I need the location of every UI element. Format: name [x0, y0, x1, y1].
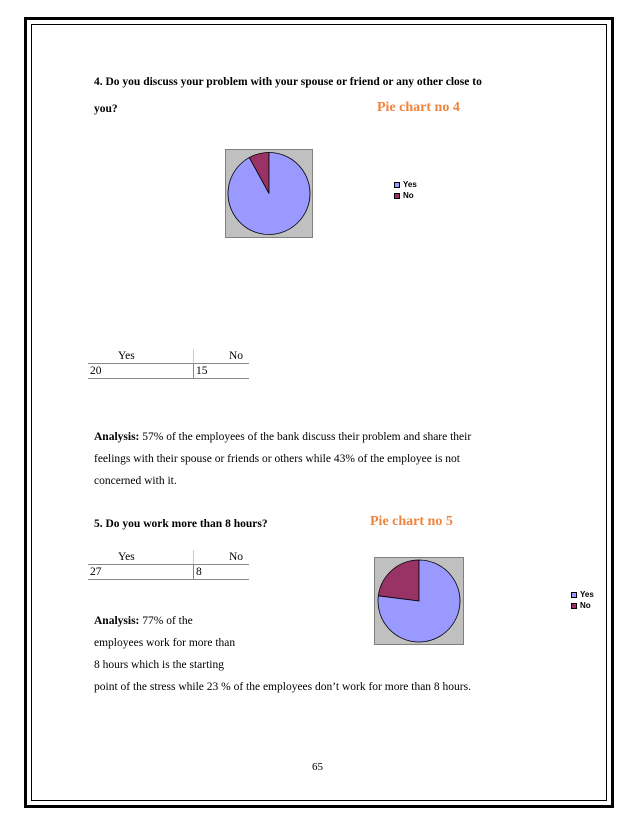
table-header-no: No: [194, 349, 250, 364]
q5-analysis-text-1: 77% of the: [139, 615, 193, 627]
table-header-yes: Yes: [88, 349, 194, 364]
legend-label-yes: Yes: [580, 590, 594, 599]
pie-chart-5-title: Pie chart no 5: [370, 514, 453, 529]
q4-analysis-line-3: concerned with it.: [94, 475, 177, 487]
table-header-yes: Yes: [88, 550, 194, 565]
question-4-line-2: you?: [94, 103, 118, 115]
legend-label-no: No: [580, 601, 591, 610]
q4-data-table: [88, 349, 249, 379]
legend-swatch-no: [394, 193, 400, 199]
q5-analysis-label: Analysis:: [94, 615, 140, 627]
legend-swatch-yes: [571, 592, 577, 598]
legend-swatch-no: [571, 603, 577, 609]
legend-item-no: [571, 600, 594, 611]
legend-label-yes: Yes: [403, 180, 417, 189]
table-cell-no: 8: [194, 565, 250, 580]
q5-analysis-line-3: 8 hours which is the starting: [94, 659, 224, 671]
q4-analysis-line-2: feelings with their spouse or friends or others while 43% of the employee is not: [94, 453, 461, 465]
pie-chart-4-legend: [394, 179, 417, 201]
table-cell-yes: 27: [88, 565, 194, 580]
q5-analysis-line-1: [94, 610, 564, 632]
table-row: [88, 364, 249, 379]
q4-analysis-label: Analysis:: [94, 431, 140, 443]
legend-label-no: No: [403, 191, 414, 200]
q4-analysis-line-1: [94, 426, 554, 448]
legend-item-no: [394, 190, 417, 201]
q5-data-table: [88, 550, 249, 580]
q5-analysis-line-2: employees work for more than: [94, 637, 236, 649]
q5-analysis: [94, 610, 564, 698]
q5-analysis-line-4: point of the stress while 23 % of the employees don’t work for more than 8 hours.: [94, 681, 471, 693]
question-5: 5. Do you work more than 8 hours?: [94, 518, 268, 530]
pie-chart-4-slice-yes: [228, 153, 310, 235]
table-header-row: [88, 550, 249, 565]
question-4-line-1: 4. Do you discuss your problem with your spouse or friend or any other close to: [94, 76, 482, 88]
legend-item-yes: [394, 179, 417, 190]
pie-chart-4: [225, 149, 313, 238]
table-header-row: [88, 349, 249, 364]
q4-analysis: [94, 426, 554, 492]
table-cell-no: 15: [194, 364, 250, 379]
table-cell-yes: 20: [88, 364, 194, 379]
q4-analysis-text-1: 57% of the employees of the bank discuss their problem and share their: [139, 431, 472, 443]
page-number: 65: [312, 761, 323, 773]
table-row: [88, 565, 249, 580]
pie-chart-4-title: Pie chart no 4: [377, 100, 460, 115]
table-header-no: No: [194, 550, 250, 565]
legend-swatch-yes: [394, 182, 400, 188]
pie-chart-5-legend: [571, 589, 594, 611]
legend-item-yes: [571, 589, 594, 600]
